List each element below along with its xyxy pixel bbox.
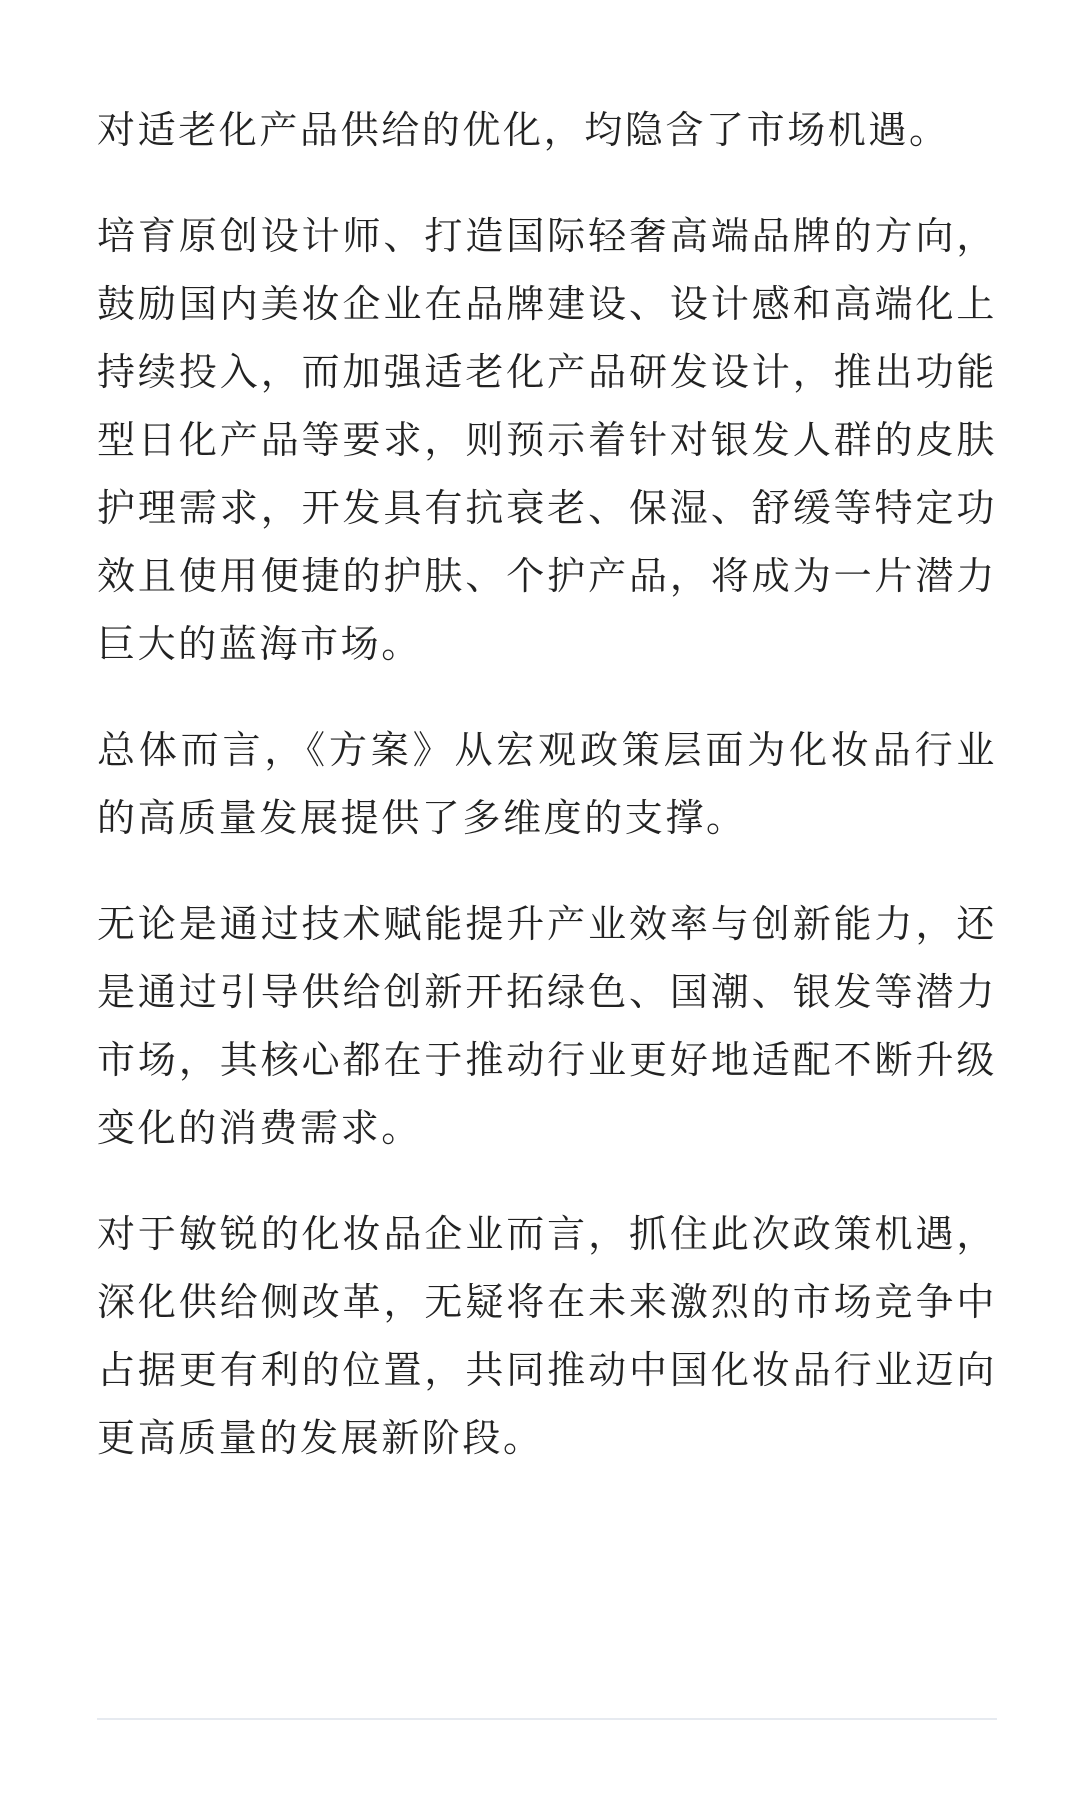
- article-paragraph: 对适老化产品供给的优化，均隐含了市场机遇。: [97, 108, 950, 152]
- article-paragraph: 总体而言，《方案》从宏观政策层面为化妆品行业的高质量发展提供了多维度的支撑。: [97, 728, 997, 840]
- article-body: [97, 96, 997, 1510]
- content-divider: [97, 1718, 997, 1720]
- article-paragraph: 无论是通过技术赋能提升产业效率与创新能力，还是通过引导供给创新开拓绿色、国潮、银发等潜力市场，其核心都在于推动行业更好地适配不断升级变化的消费需求。: [97, 902, 997, 1150]
- article-paragraph: 培育原创设计师、打造国际轻奢高端品牌的方向，鼓励国内美妆企业在品牌建设、设计感和高端化上持续投入，而加强适老化产品研发设计，推出功能型日化产品等要求，则预示着针对银发人群的皮肤护理需求，开发具有抗衰老、保湿、舒缓等特定功效且使用便捷的护肤、个护产品，将成为一片潜力巨大的蓝海市场。: [97, 214, 997, 666]
- article-paragraph: 对于敏锐的化妆品企业而言，抓住此次政策机遇，深化供给侧改革，无疑将在未来激烈的市场竞争中占据更有利的位置，共同推动中国化妆品行业迈向更高质量的发展新阶段。: [97, 1212, 997, 1460]
